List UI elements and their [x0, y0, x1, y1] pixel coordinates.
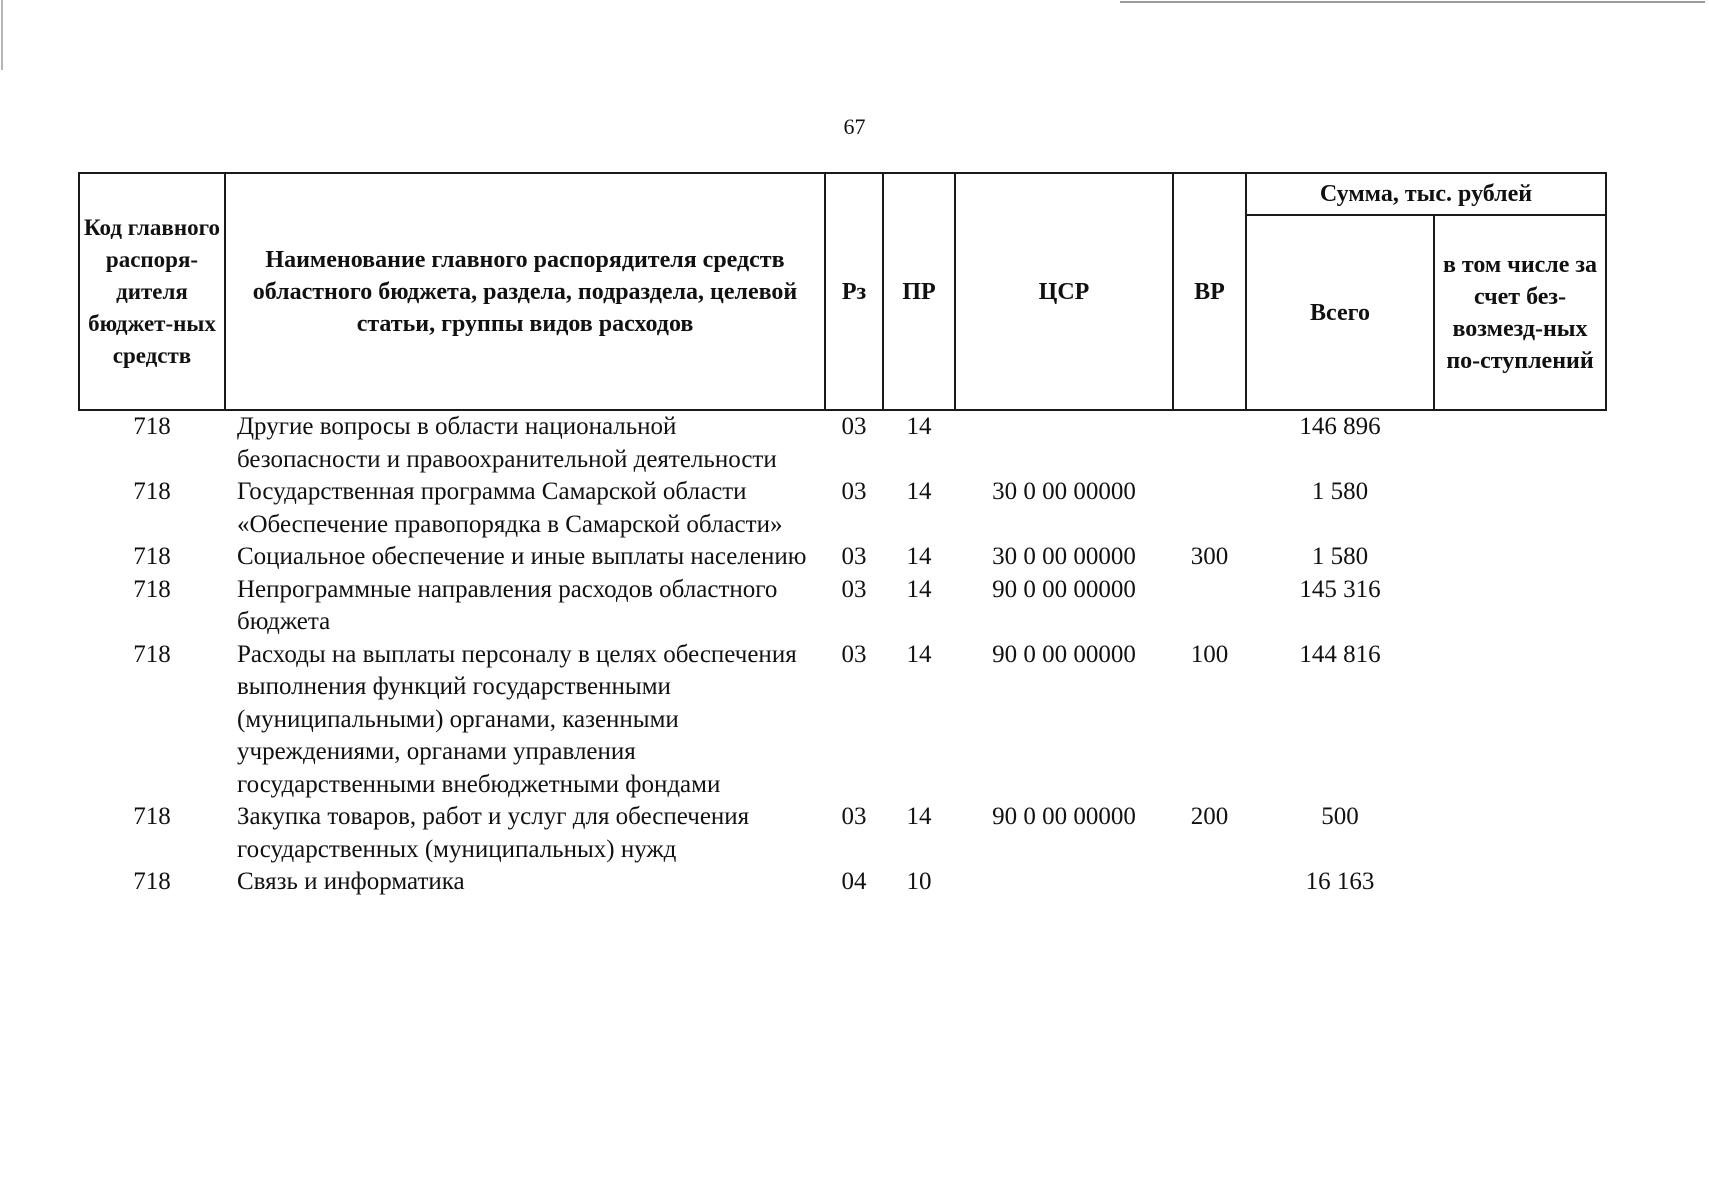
- row-rz: 03: [841, 478, 867, 505]
- header-code: Код главного распоря-дителя бюджет-ных средств: [79, 173, 225, 410]
- header-pr: ПР: [883, 173, 955, 410]
- row-total: 16 163: [1305, 868, 1375, 895]
- row-name: Непрограммные направления расходов областного бюджета: [237, 575, 778, 635]
- header-vr: ВР: [1173, 173, 1246, 410]
- row-pr: 14: [906, 640, 932, 668]
- row-code: 718: [133, 640, 171, 668]
- row-free: [1434, 866, 1606, 899]
- budget-table: [78, 172, 1607, 899]
- row-pr: 14: [906, 543, 932, 570]
- table-row: [79, 541, 1606, 574]
- row-code: 718: [133, 575, 171, 603]
- row-rz: 03: [841, 575, 867, 603]
- row-csr: 90 0 00 00000: [992, 640, 1136, 668]
- row-name: Связь и информатика: [237, 868, 465, 895]
- table-row: [79, 801, 1606, 866]
- table-row: [79, 639, 1606, 802]
- row-total: 1 580: [1311, 478, 1369, 505]
- table-row: [79, 574, 1606, 639]
- row-name: Закупка товаров, работ и услуг для обеспечения государственных (муниципальных) нужд: [237, 803, 750, 863]
- header-rz: Рз: [825, 173, 883, 410]
- row-total: 146 896: [1299, 413, 1381, 440]
- row-vr: 100: [1190, 640, 1229, 668]
- row-csr: 90 0 00 00000: [992, 575, 1136, 603]
- row-csr: 90 0 00 00000: [992, 803, 1136, 830]
- row-csr: 30 0 00 00000: [992, 543, 1136, 570]
- row-free: [1434, 476, 1606, 541]
- scan-edge-left: [1, 0, 3, 70]
- row-csr: [955, 410, 1173, 476]
- row-pr: 14: [906, 575, 932, 603]
- row-rz: 03: [841, 803, 867, 830]
- row-rz: 04: [841, 868, 867, 895]
- row-vr: [1173, 866, 1246, 899]
- row-total: 145 316: [1299, 575, 1381, 603]
- header-name: Наименование главного распорядителя средств областного бюджета, раздела, подраздела, целевой статьи, группы видов расходов: [225, 173, 825, 410]
- table-row: [79, 410, 1606, 476]
- page-number: 67: [843, 114, 866, 139]
- row-name: Расходы на выплаты персоналу в целях обеспечения выполнения функций государственными (муниципальными) органами, казенными учреждениями, органами управления государственными внебюджетными фондами: [237, 640, 797, 798]
- table-row: [79, 476, 1606, 541]
- row-rz: 03: [841, 413, 867, 440]
- row-rz: 03: [841, 640, 867, 668]
- row-csr: 30 0 00 00000: [992, 478, 1136, 505]
- row-name: Другие вопросы в области национальной безопасности и правоохранительной деятельности: [237, 413, 777, 473]
- row-free: [1434, 574, 1606, 639]
- row-pr: 10: [906, 868, 932, 895]
- row-code: 718: [133, 543, 171, 570]
- row-free: [1434, 410, 1606, 476]
- header-free: в том числе за счет без-возмезд-ных по-ступлений: [1434, 215, 1606, 410]
- row-name: Государственная программа Самарской области «Обеспечение правопорядка в Самарской области»: [237, 478, 783, 538]
- row-csr: [955, 866, 1173, 899]
- row-vr: [1173, 574, 1246, 639]
- row-name: Социальное обеспечение и иные выплаты населению: [237, 543, 807, 570]
- header-sum: Сумма, тыс. рублей: [1246, 173, 1606, 215]
- header-csr: ЦСР: [955, 173, 1173, 410]
- row-code: 718: [133, 803, 171, 830]
- row-free: [1434, 541, 1606, 574]
- row-vr: [1173, 476, 1246, 541]
- row-vr: [1173, 410, 1246, 476]
- row-pr: 14: [906, 413, 932, 440]
- row-free: [1434, 801, 1606, 866]
- row-total: 1 580: [1311, 543, 1369, 570]
- row-code: 718: [133, 413, 171, 440]
- row-free: [1434, 639, 1606, 802]
- header-total: Всего: [1246, 215, 1434, 410]
- row-total: 500: [1321, 803, 1359, 830]
- row-code: 718: [133, 868, 171, 895]
- row-vr: 200: [1190, 803, 1229, 830]
- row-pr: 14: [906, 803, 932, 830]
- row-pr: 14: [906, 478, 932, 505]
- row-rz: 03: [841, 543, 867, 570]
- row-code: 718: [133, 478, 171, 505]
- row-total: 144 816: [1299, 640, 1381, 668]
- table-row: [79, 866, 1606, 899]
- scan-edge-top: [1120, 1, 1705, 3]
- row-vr: 300: [1190, 543, 1229, 570]
